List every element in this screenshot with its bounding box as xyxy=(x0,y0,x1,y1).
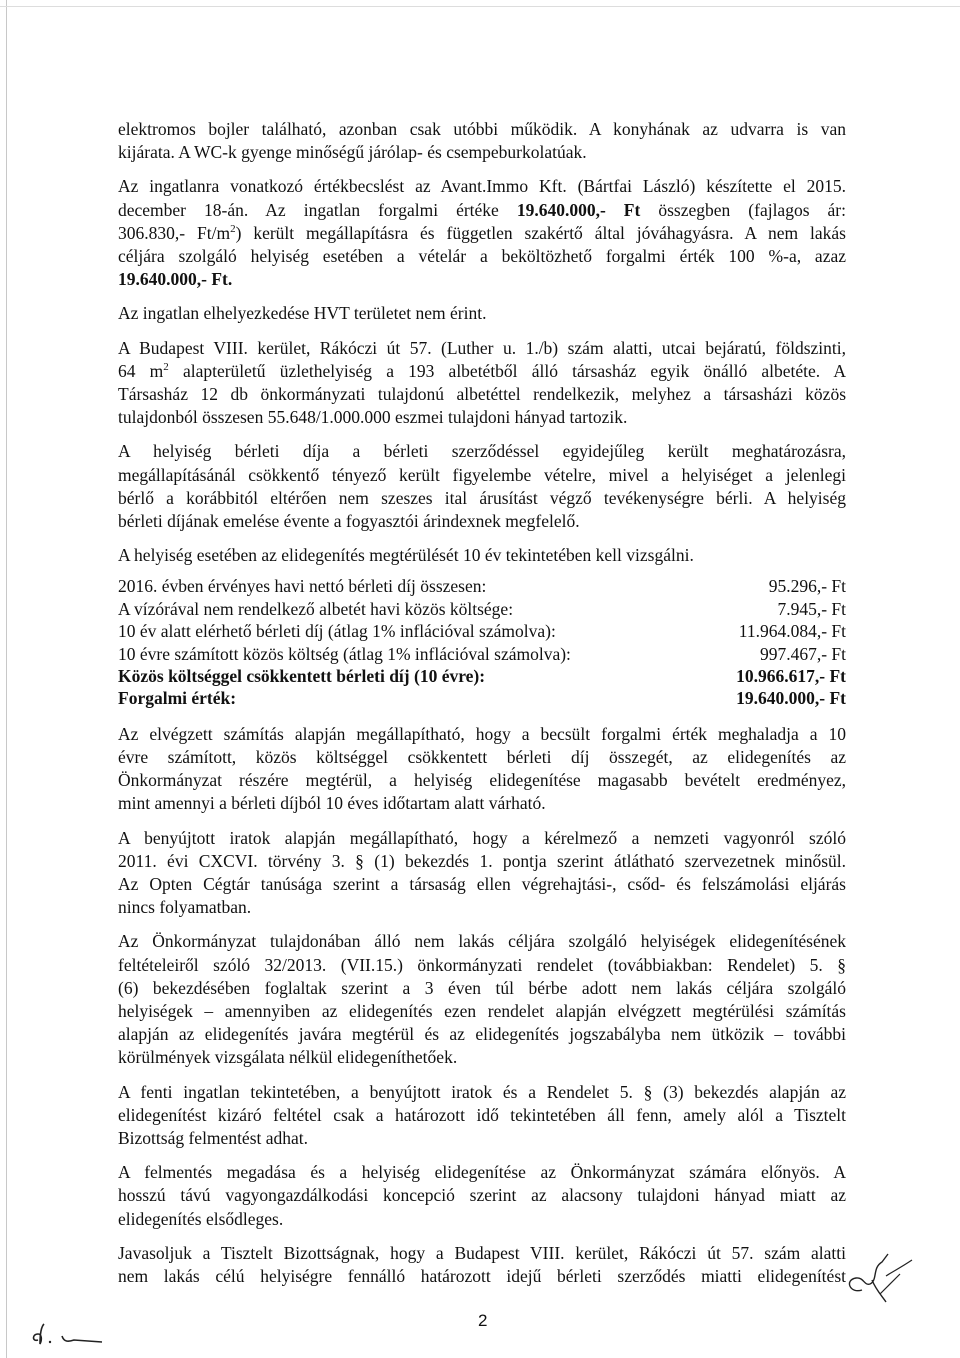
cost-label: A vízórával nem rendelkező albetét havi közös költsége: xyxy=(118,598,514,619)
paragraph-exemption: A fenti ingatlan tekintetében, a benyújtott iratok és a Rendelet 5. § (3) bekezdés alapján az elidegenítést kizáró feltétel csak a határozott idő tekintetében áll fenn, amely alól a Tisztelt Bizottság felmentést adhat. xyxy=(118,1081,846,1149)
cost-amount: 997.467,- Ft xyxy=(759,643,846,664)
cost-row-10y-rent xyxy=(118,620,846,642)
cost-row-monthly-rent xyxy=(118,575,846,597)
paragraph-hvt: Az ingatlan elhelyezkedése HVT területet nem érint. xyxy=(118,303,487,324)
cost-label: 10 évre számított közös költség (átlag 1% inflációval számolva): xyxy=(118,643,571,664)
scan-edge-left xyxy=(6,0,7,1358)
cost-table xyxy=(118,575,846,709)
document-body xyxy=(118,118,846,1299)
cost-amount: 95.296,- Ft xyxy=(768,576,846,597)
cost-amount: 19.640.000,- Ft xyxy=(736,688,846,709)
cost-label: 2016. évben érvényes havi nettó bérleti díj összesen: xyxy=(118,576,487,597)
scan-edge-top xyxy=(0,6,960,7)
paragraph-advantage: A felmentés megadása és a helyiség elidegenítése az Önkormányzat számára előnyös. A hosszú távú vagyongazdálkodási koncepció szerint az alacsony tulajdoni hányad miatt az elidegenítés elsődleges. xyxy=(118,1162,846,1229)
cost-label: Forgalmi érték: xyxy=(118,688,237,709)
market-value: 19.640.000,- Ft xyxy=(516,199,641,220)
paragraph-transparency: A benyújtott iratok alapján megállapítható, hogy a kérelmező a nemzeti vagyonról szóló 2011. évi CXCVI. törvény 3. § (1) bekezdés 1. pontja szerint átlátható szervezetnek minősül. Az Opten Cégtár tanúsága szerint a társaság ellen végrehajtási-, csőd- és felszámolási eljárás nincs folyamatban. xyxy=(118,827,846,918)
paragraph-proposal: Javasoljuk a Tisztelt Bizottságnak, hogy a Budapest VIII. kerület, Rákóczi út 57. szám alatti nem lakás célú helyiségre fennálló határozott idejű bérleti szerződés miatti elidegenítést xyxy=(118,1242,846,1287)
paragraph-regulation: Az Önkormányzat tulajdonában álló nem lakás céljára szolgáló helyiségek elidegenítésének feltételeiről szóló 32/2013. (VII.15.) önkormányzati rendelet (továbbiakban: Rendelet) 5. § (6) bekezdésében foglaltak szerint a 3 éven túl bérbe adott nem lakás céljára szolgáló helyiségek – amennyiben az elidegenítés ezen rendelet alapján elvégzett megtérülési számítás alapján az elidegenítés javára megtérül és az elidegenítés jogszabályba nem ütközik – további körülmények vizsgálata nélkül elidegeníthetőek. xyxy=(118,931,846,1068)
cost-label: Közös költséggel csökkentett bérleti díj (10 évre): xyxy=(118,666,486,687)
cost-row-market-value xyxy=(118,687,846,709)
cost-row-10y-common-cost xyxy=(118,643,846,665)
cost-amount: 10.966.617,- Ft xyxy=(736,666,846,687)
handwritten-initials-left xyxy=(28,1320,108,1352)
paragraph-kitchen: elektromos bojler található, azonban csak utóbbi működik. A konyhának az udvarra is van kijárata. A WC-k gyenge minőségű járólap- és csempeburkolatúak. xyxy=(118,119,846,163)
paragraph-property-description: A Budapest VIII. kerület, Rákóczi út 57. (Luther u. 1./b) szám alatti, utcai bejáratú, földszinti, 64 $m^2$ alapterületű üzlethelyiség a 193 albetétből álló társasház egyik önálló albetéte. A Társasház 12 db önkormányzati tulajdonú albetéttel rendelkezik, melyhez a társasházi közös tulajdonból összesen 55.648/1.000.000 eszmei tulajdoni hányad tartozik. xyxy=(118,337,846,428)
cost-row-net-rent xyxy=(118,665,846,687)
paragraph-valuation: Az ingatlanra vonatkozó értékbecslést az Avant.Immo Kft. (Bártfai László) készítette el 2015. december 18-án. Az ingatlan forgalmi értéke 19.640.000,- Ft összegben (fajlagos ár: 306.830,- $Ft/m^2$) került megállapításra és független szakértő által jóváhagyásra. A nem lakás céljára szolgáló helyiség esetében a vételár a beköltözhető forgalmi érték 100 %-a, azaz 19.640.000,- Ft. xyxy=(118,175,846,291)
page-number: 2 xyxy=(478,1311,488,1330)
purchase-price: 19.640.000,- Ft. xyxy=(118,269,233,290)
cost-amount: 7.945,- Ft xyxy=(777,598,846,619)
paragraph-return-period: A helyiség esetében az elidegenítés megtérülését 10 év tekintetében kell vizsgálni. xyxy=(118,545,694,566)
paragraph-rent: A helyiség bérleti díja a bérleti szerződéssel egyidejűleg került meghatározásra, megállapításánál csökkentő tényező került figyelembe vételre, mivel a helyiséget a jelenlegi bérlő a korábbitól eltérően nem szeszes ital árusítást végző tevékenységre bérli. A helyiség bérleti díjának emelése évente a fogyasztói árindexnek megfelelő. xyxy=(118,441,846,532)
cost-row-common-cost xyxy=(118,598,846,620)
cost-label: 10 év alatt elérhető bérleti díj (átlag 1% inflációval számolva): xyxy=(118,621,556,642)
cost-amount: 11.964.084,- Ft xyxy=(738,621,846,642)
handwritten-signature-right xyxy=(842,1250,920,1306)
paragraph-conclusion: Az elvégzett számítás alapján megállapítható, hogy a becsült forgalmi érték meghaladja a 10 évre számított, közös költséggel csökkentett bérleti díj összegét, az elidegenítés az Önkormányzat részére megtérül, a helyiség elidegenítése magasabb bevételt eredményez, mint amennyi a bérleti díjból 10 éves időtartam alatt várható. xyxy=(118,723,846,814)
